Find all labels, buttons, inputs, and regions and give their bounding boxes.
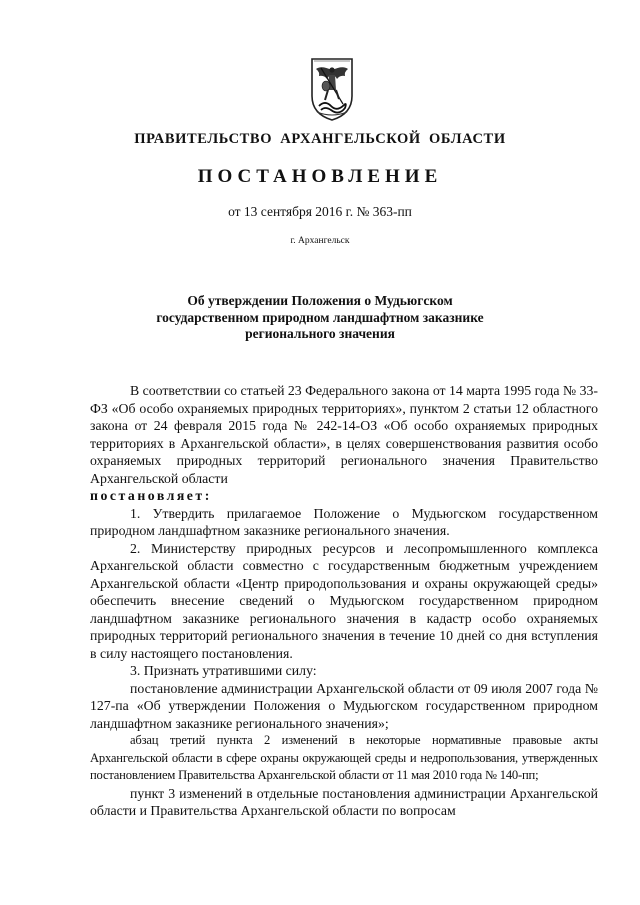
title-line-3: регионального значения <box>245 326 395 341</box>
resolves-word: постановляет: <box>90 488 212 503</box>
document-body <box>90 382 598 820</box>
organization-name: ПРАВИТЕЛЬСТВО АРХАНГЕЛЬСКОЙ ОБЛАСТИ <box>134 131 506 147</box>
title-line-2: государственном природном ландшафтном заказнике <box>156 309 484 325</box>
title-line-1: Об утверждении Положения о Мудьюгском <box>187 293 453 308</box>
item-3c-paragraph: пункт 3 изменений в отдельные постановления администрации Архангельской области и Правительства Архангельской области по вопросам <box>90 785 598 818</box>
item-3a-paragraph: постановление администрации Архангельской области от 09 июля 2007 года № 127-па «Об утверждении Положения о Мудьюгском государственном природном ландшафтном заказнике регионального значения»; <box>90 680 598 731</box>
item-2-paragraph: 2. Министерству природных ресурсов и лесопромышленного комплекса Архангельской области совместно с государственным бюджетным учреждением Архангельской области «Центр природопользования и охраны окружающей среды» обеспечить внесение сведений о Мудьюгском государственном природном ландшафтном заказнике регионального значения в кадастр особо охраняемых природных территорий регионального значения в течение 10 дней со дня вступления в силу настоящего постановления. <box>90 540 598 661</box>
document-title <box>130 293 510 343</box>
coat-of-arms-icon <box>307 56 357 122</box>
item-3b-paragraph: абзац третий пункта 2 изменений в некоторые нормативные правовые акты Архангельской области в сфере охраны окружающей среды и недропользования, утвержденных постановлением Правительства Архангельской области от 11 мая 2010 года № 140-пп; <box>90 733 598 782</box>
preamble-paragraph: В соответствии со статьей 23 Федерального закона от 14 марта 1995 года № 33-ФЗ «Об особо охраняемых природных территориях», пунктом 2 статьи 12 областного закона от 24 февраля 2015 года № 242-14-ОЗ «Об особо охраняемых природных территориях в Архангельской области», в целях совершенствования развития особо охраняемых природных территорий регионального значения Правительство Архангельской области <box>90 383 598 486</box>
resolves-line <box>90 487 598 505</box>
item-1-paragraph: 1. Утвердить прилагаемое Положение о Мудьюгском государственном природном ландшафтном заказнике регионального значения. <box>90 505 598 538</box>
document-type: ПОСТАНОВЛЕНИЕ <box>197 166 443 187</box>
document-date-number: от 13 сентября 2016 г. № 363-пп <box>228 204 412 219</box>
item-3-paragraph: 3. Признать утратившими силу: <box>130 663 317 678</box>
document-city: г. Архангельск <box>290 236 350 246</box>
